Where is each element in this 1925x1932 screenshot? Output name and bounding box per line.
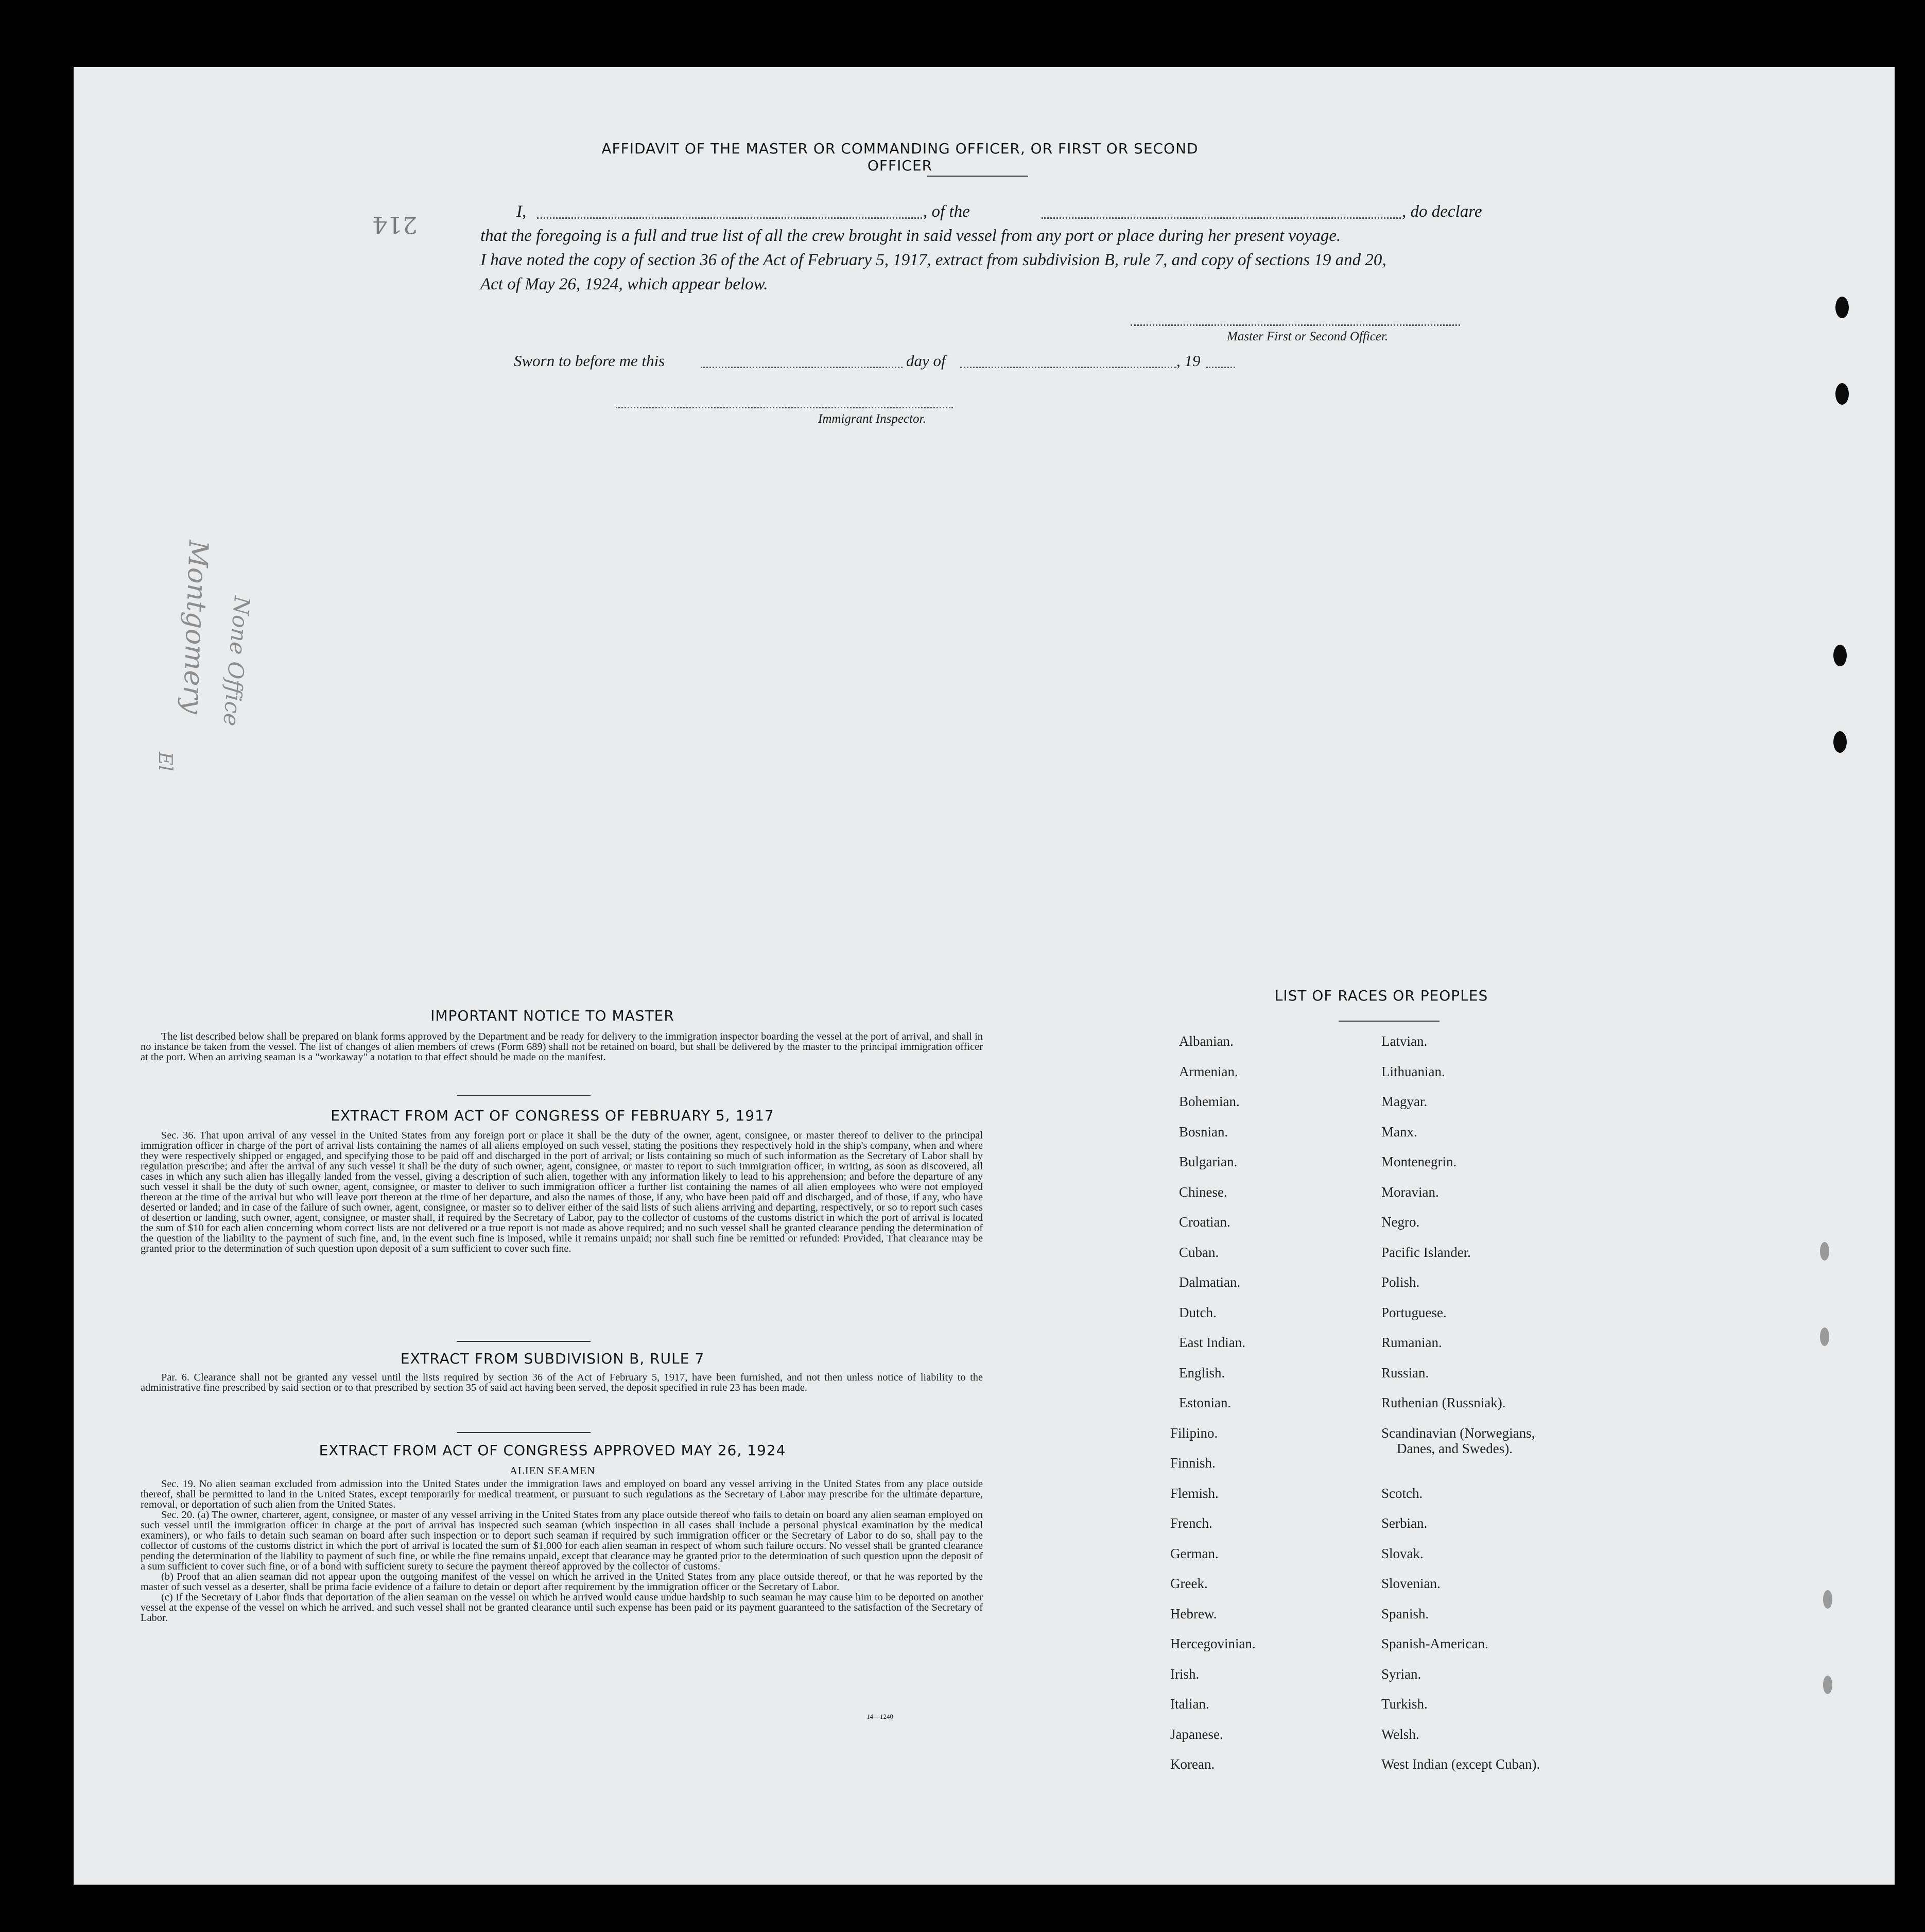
section-20a-text: Sec. 20. (a) The owner, charterer, agent, consignee, or master of any vessel arriving in the United States from any place outside thereof who fails to detain on board any alien seaman employed on such vessel until the immigration officer in charge at the port of arrival has inspected such seaman (which inspection in all cases shall include a personal physical examination by the medical examiners), or who fails to detain such seaman on board after such inspection or to deport such seaman if required by such immigration officer or the Secretary of Labor to do so, shall pay to the collector of customs of the customs district in which the port of arrival is located the sum of $1,000 for each alien seaman in respect of whom such failure occurs. No vessel shall be granted clearance pending the determination of the liability to payment of such fine, or while the fine remains unpaid, except that clearance may be granted prior to the determination of such question upon the deposit of a sum sufficient to cover such fine, or of a bond with sufficient surety to secure the payment thereof approved by the collector of customs. <box>141 1509 983 1572</box>
year-label: , 19 <box>1176 352 1201 370</box>
inspector-label: Immigrant Inspector. <box>818 412 926 426</box>
officer-name-field[interactable] <box>537 217 922 219</box>
race-item: Portuguese. <box>1381 1304 1447 1320</box>
race-item: Flemish. <box>1170 1485 1219 1501</box>
race-item: Ruthenian (Russniak). <box>1381 1395 1506 1410</box>
extract-1924-body <box>141 1479 983 1623</box>
race-item: English. <box>1179 1365 1225 1381</box>
race-item: Latvian. <box>1381 1033 1428 1049</box>
section-19-text: Sec. 19. No alien seaman excluded from admission into the United States under the immigration laws and employed on board any vessel arriving in the United States from any place outside thereof, shall be permitted to land in the United States, except temporarily for medical treatment, or pursuant to such regulations as the Secretary of Labor may prescribe for the ultimate departure, removal, or deportation of such alien from the United States. <box>141 1478 983 1510</box>
race-item: Hebrew. <box>1170 1606 1217 1622</box>
affidavit-declare: , do declare <box>1402 202 1482 221</box>
sworn-month-field[interactable] <box>960 367 1176 368</box>
affidavit-title: AFFIDAVIT OF THE MASTER OR COMMANDING OFFICER, OR FIRST OR SECOND OFFICER <box>601 140 1199 174</box>
race-item: Manx. <box>1381 1124 1417 1140</box>
race-item: Scandinavian (Norwegians, <box>1381 1425 1535 1441</box>
inspector-signature-line[interactable] <box>616 407 953 408</box>
extract-rule7-divider <box>457 1432 591 1433</box>
extract-rule7-text: Par. 6. Clearance shall not be granted any vessel until the lists required by section 36 of the Act of February 5, 1917, have been furnished, and not then unless notice of liability to the administrative fine prescribed by said section or to that prescribed by section 35 of said act having been served, the deposit specified in rule 23 has been made. <box>141 1372 983 1393</box>
affidavit-line-3: I have noted the copy of section 36 of the Act of February 5, 1917, extract from subdivision B, rule 7, and copy of sections 19 and 20, <box>480 251 1386 269</box>
race-item: Spanish. <box>1381 1606 1429 1622</box>
race-item: Korean. <box>1170 1756 1215 1772</box>
sworn-before-label: Sworn to before me this <box>514 352 665 370</box>
master-signature-label: Master First or Second Officer. <box>1227 330 1389 343</box>
race-item: Cuban. <box>1179 1244 1219 1260</box>
race-item: Bohemian. <box>1179 1094 1240 1109</box>
race-item: Pacific Islander. <box>1381 1244 1471 1260</box>
form-number: 14—1240 <box>866 1713 893 1720</box>
punch-hole <box>1820 1327 1829 1346</box>
pencil-note-small: El <box>154 752 176 771</box>
punch-hole <box>1823 1676 1832 1694</box>
race-item: Polish. <box>1381 1274 1420 1290</box>
race-item: Lithuanian. <box>1381 1063 1445 1079</box>
affidavit-of-the: , of the <box>923 202 970 221</box>
race-item: Finnish. <box>1170 1455 1216 1471</box>
extract-1917-text: Sec. 36. That upon arrival of any vessel in the United States from any foreign port or place it shall be the duty of the owner, agent, consignee, or master thereof to deliver to the principal immigration officer in charge of the port of arrival lists containing the names of all aliens employed on such vessel, stating the positions they respectively hold in the ship's company, when and where they were respectively shipped or engaged, and specifying those to be paid off and discharged in the port of arrival; or lists containing so much of such information as the Secretary of Labor shall by regulation prescribe; and after the arrival of any such vessel it shall be the duty of such owner, agent, consignee, or master to report to such immigration officer, in writing, as soon as discovered, all cases in which any such alien has illegally landed from the vessel, giving a description of such alien, together with any information likely to lead to his apprehension; and before the departure of any such vessel it shall be the duty of such owner, agent, consignee, or master to deliver to such immigration officer a further list containing the names of all alien employees who were not employed thereon at the time of the arrival but who will leave port thereon at the time of her departure, and also the names of those, if any, who have been paid off and discharged, and of those, if any, who have deserted or landed; and in case of the failure of such owner, agent, consignee, or master so to deliver either of the said lists of such aliens arriving and departing, respectively, or so to report such cases of desertion or landing, such owner, agent, consignee, or master shall, if required by the Secretary of Labor, pay to the collector of customs of the customs district in which the port of arrival is located the sum of $10 for each alien concerning whom correct lists are not delivered or a true report is not made as above required; and no such vessel shall be granted clearance pending the determination of the question of the liability to the payment of such fine, and, in the event such fine is imposed, while it remains unpaid; nor shall such fine be remitted or refunded: Provided, That clearance may be granted prior to the determination of such question upon deposit of a sum sufficient to cover such fine. <box>141 1130 983 1254</box>
race-item: Russian. <box>1381 1365 1429 1381</box>
race-item: Irish. <box>1170 1666 1200 1682</box>
section-20c-text: (c) If the Secretary of Labor finds that deportation of the alien seaman on the vessel on which he arrived would cause undue hardship to such seaman he may cause him to be deported on another vessel at the expense of the vessel on which he arrived, and such vessel shall not be granted clearance until such expense has been paid or its payment guaranteed to the satisfaction of the Secretary of Labor. <box>141 1592 983 1624</box>
race-item: Greek. <box>1170 1576 1208 1591</box>
race-item: Albanian. <box>1179 1033 1234 1049</box>
race-item: Armenian. <box>1179 1063 1238 1079</box>
affidavit-i: I, <box>516 202 527 221</box>
vessel-name-field[interactable] <box>1042 217 1401 219</box>
races-title: LIST OF RACES OR PEOPLES <box>1274 987 1488 1004</box>
race-item: German. <box>1170 1545 1219 1561</box>
race-item: Negro. <box>1381 1214 1420 1230</box>
race-item: Moravian. <box>1381 1184 1439 1200</box>
punch-hole <box>1823 1590 1832 1609</box>
notice-title: IMPORTANT NOTICE TO MASTER <box>430 1007 674 1024</box>
stamped-number: 214 <box>372 211 418 239</box>
race-item: Dalmatian. <box>1179 1274 1241 1290</box>
race-item: West Indian (except Cuban). <box>1381 1756 1540 1772</box>
race-item: Filipino. <box>1170 1425 1218 1441</box>
race-item: Magyar. <box>1381 1094 1428 1109</box>
race-item: Dutch. <box>1179 1304 1217 1320</box>
title-divider <box>927 176 1028 177</box>
race-item: Slovak. <box>1381 1545 1424 1561</box>
race-item: Japanese. <box>1170 1726 1223 1742</box>
punch-hole <box>1833 731 1847 753</box>
punch-hole <box>1833 645 1847 666</box>
section-20b-text: (b) Proof that an alien seaman did not appear upon the outgoing manifest of the vessel on which he arrived in the United States from any place outside thereof, or that he was reported by the master of such vessel as a deserter, shall be prima facie evidence of a failure to detain or deport after requirement by the immigration officer or the Secretary of Labor. <box>141 1571 983 1593</box>
race-item: Estonian. <box>1179 1395 1232 1410</box>
race-item: Scotch. <box>1381 1485 1423 1501</box>
race-item: Slovenian. <box>1381 1576 1441 1591</box>
race-item: East Indian. <box>1179 1335 1245 1350</box>
race-item: Chinese. <box>1179 1184 1227 1200</box>
race-item: Serbian. <box>1381 1515 1428 1531</box>
notice-text: The list described below shall be prepared on blank forms approved by the Department and be ready for delivery to the immigration inspector boarding the vessel at the port of arrival, and shall in no instance be taken from the vessel. The list of changes of alien members of crews (Form 689) shall not be retained on board, but shall be delivered by the master to the principal immigration officer at the port. When an arriving seaman is a "workaway" a notation to that effect should be made on the manifest. <box>141 1031 983 1063</box>
extract-1917-divider <box>457 1341 591 1342</box>
race-item: Italian. <box>1170 1696 1209 1712</box>
race-item: Welsh. <box>1381 1726 1419 1742</box>
extract-1924-title: EXTRACT FROM ACT OF CONGRESS APPROVED MAY 26, 1924 <box>319 1442 786 1459</box>
race-item: Hercegovinian. <box>1170 1636 1256 1651</box>
race-item: Rumanian. <box>1381 1335 1442 1350</box>
race-item: Montenegrin. <box>1381 1154 1457 1169</box>
extract-1917-title: EXTRACT FROM ACT OF CONGRESS OF FEBRUARY 5, 1917 <box>331 1107 774 1124</box>
race-item: Bulgarian. <box>1179 1154 1238 1169</box>
punch-hole <box>1835 297 1849 318</box>
affidavit-line-4: Act of May 26, 1924, which appear below. <box>480 275 768 294</box>
race-item: Spanish-American. <box>1381 1636 1488 1651</box>
race-item: Syrian. <box>1381 1666 1421 1682</box>
extract-1924-subtitle: ALIEN SEAMEN <box>509 1464 596 1477</box>
pencil-note-montgomery: Montgomery <box>177 539 214 715</box>
race-item: Turkish. <box>1381 1696 1428 1712</box>
affidavit-line-2: that the foregoing is a full and true list of all the crew brought in said vessel from any port or place during her present voyage. <box>480 227 1341 245</box>
race-item: Croatian. <box>1179 1214 1230 1230</box>
punch-hole <box>1835 383 1849 405</box>
pencil-note-office: None Office <box>218 595 255 728</box>
day-of-label: day of <box>906 352 946 370</box>
race-item: Bosnian. <box>1179 1124 1228 1140</box>
race-item: Danes, and Swedes). <box>1397 1440 1513 1456</box>
sworn-year-field[interactable] <box>1206 367 1235 368</box>
sworn-day-field[interactable] <box>701 367 903 368</box>
master-signature-line[interactable] <box>1131 324 1460 326</box>
document-page <box>74 67 1895 1885</box>
notice-divider <box>457 1095 591 1096</box>
punch-hole <box>1820 1242 1829 1261</box>
races-divider <box>1339 1021 1440 1022</box>
extract-rule7-title: EXTRACT FROM SUBDIVISION B, RULE 7 <box>400 1350 705 1367</box>
race-item: French. <box>1170 1515 1212 1531</box>
